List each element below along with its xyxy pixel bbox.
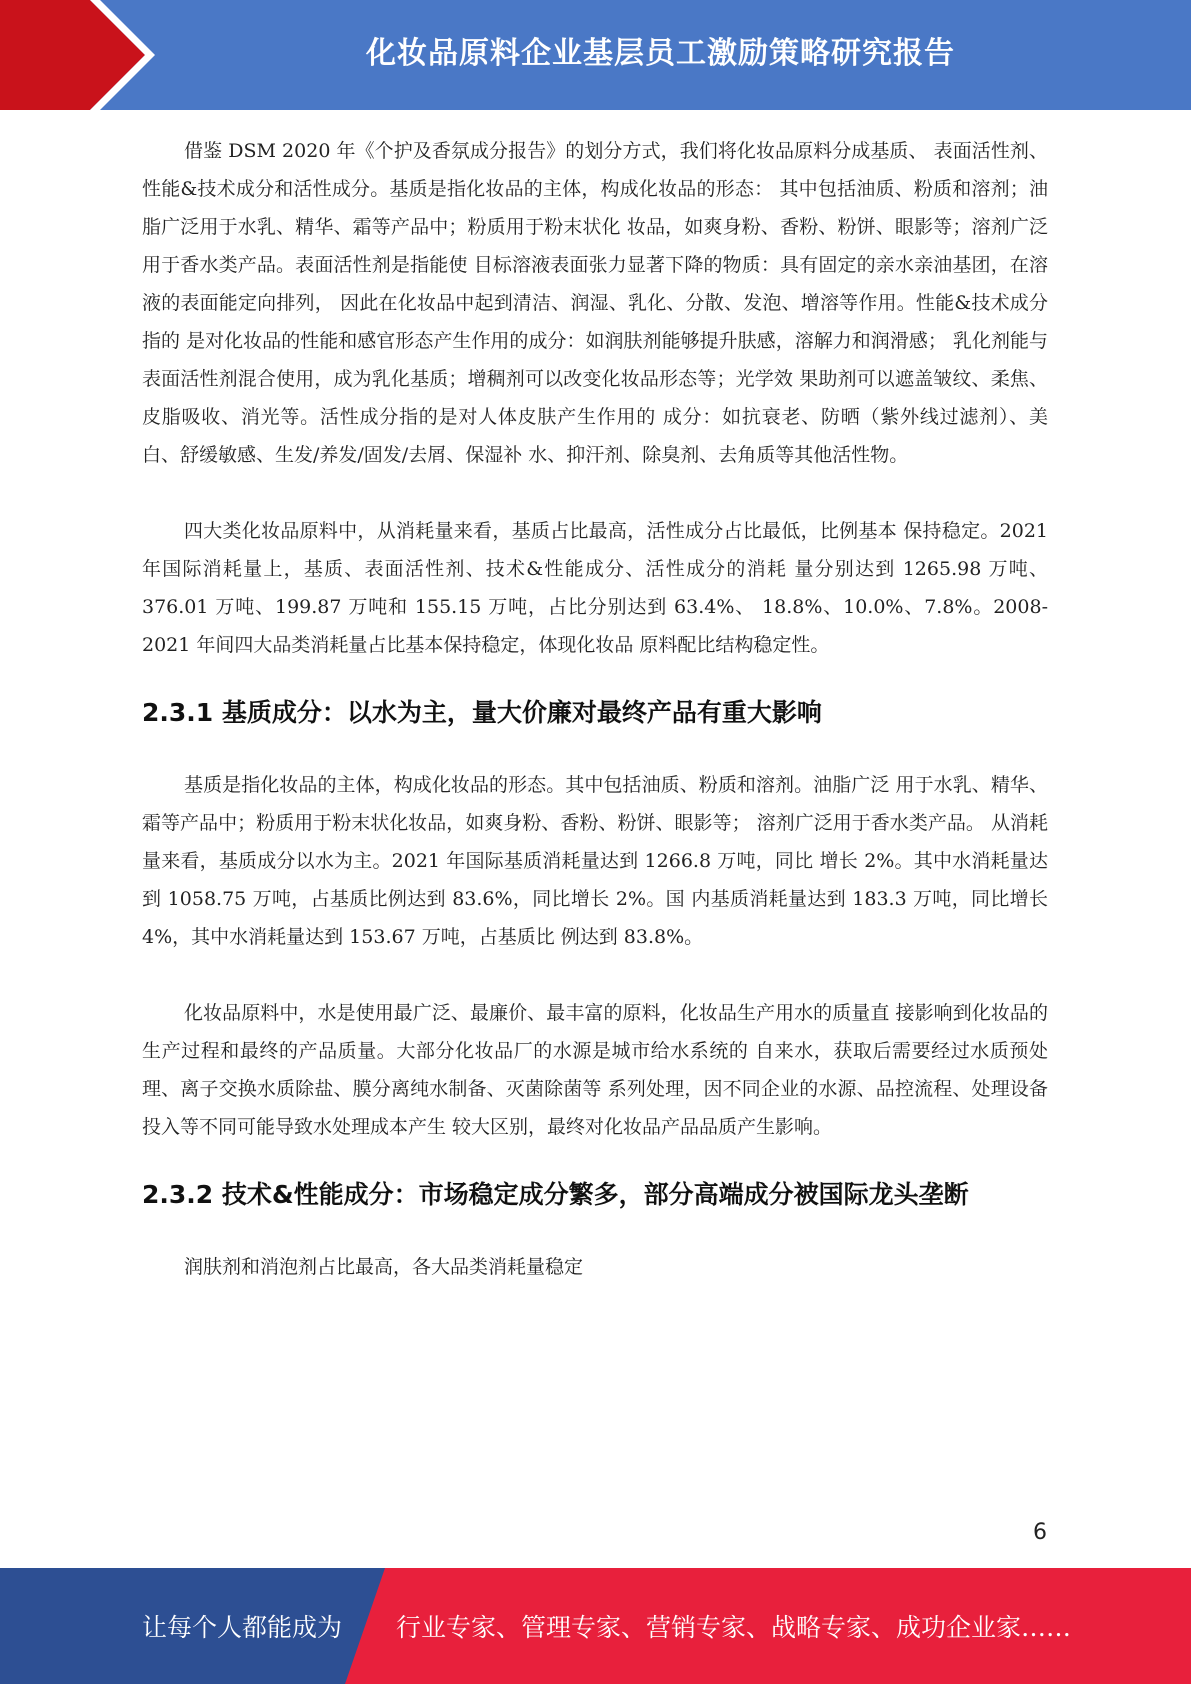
section-heading-2-3-1: 2.3.1 基质成分：以水为主，量大价廉对最终产品有重大影响 [142, 698, 822, 727]
page-number: 6 [1033, 1520, 1047, 1545]
header-red-arrow [0, 0, 145, 110]
paragraph-intro: 借鉴 DSM 2020 年《个护及香氛成分报告》的划分方式，我们将化妆品原料分成基质、 表面活性剂、性能&技术成分和活性成分。基质是指化妆品的主体，构成化妆品的形态： 其中包括油质、粉质和溶剂；油脂广泛用于水乳、精华、霜等产品中；粉质用于粉末状化 妆品，如爽身粉、香粉、粉饼、眼影等；溶剂广泛用于香水类产品。表面活性剂是指能使 目标溶液表面张力显著下降的物质：具有固定的亲水亲油基团，在溶液的表面能定向排列， 因此在化妆品中起到清洁、润湿、乳化、分散、发泡、增溶等作用。性能&技术成分指的 是对化妆品的性能和感官形态产生作用的成分：如润肤剂能够提升肤感，溶解力和润滑感； 乳化剂能与表面活性剂混合使用，成为乳化基质；增稠剂可以改变化妆品形态等；光学效 果助剂可以遮盖皱纹、柔焦、皮脂吸收、消光等。活性成分指的是对人体皮肤产生作用的 成分：如抗衰老、防晒（紫外线过滤剂）、美白、舒缓敏感、生发/养发/固发/去屑、保湿补 水、抑汗剂、除臭剂、去角质等其他活性物。 [142, 140, 1048, 466]
header-title: 化妆品原料企业基层员工激励策略研究报告 [366, 36, 955, 71]
footer-slogan-right: 行业专家、管理专家、营销专家、战略专家、成功企业家…… [396, 1613, 1072, 1642]
paragraph-consumption: 四大类化妆品原料中，从消耗量来看，基质占比最高，活性成分占比最低，比例基本 保持稳定。2021 年国际消耗量上，基质、表面活性剂、技术&性能成分、活性成分的消耗 量分别达到 1265.98 万吨、376.01 万吨、199.87 万吨和 155.15 万吨，占比分别达到 63.4%、 18.8%、10.0%、7.8%。2008-2021 年间四大品类消耗量占比基本保持稳定，体现化妆品 原料配比结构稳定性。 [142, 520, 1048, 656]
page-content [142, 132, 1048, 1286]
footer-slogan-left: 让每个人都能成为 [142, 1613, 343, 1642]
page-header [0, 0, 1191, 110]
section-heading-2-3-2: 2.3.2 技术&性能成分：市场稳定成分繁多，部分高端成分被国际龙头垄断 [142, 1180, 969, 1209]
paragraph-water: 化妆品原料中，水是使用最广泛、最廉价、最丰富的原料，化妆品生产用水的质量直 接影响到化妆品的生产过程和最终的产品质量。大部分化妆品厂的水源是城市给水系统的 自来水，获取后需要经过水质预处理、离子交换水质除盐、膜分离纯水制备、灭菌除菌等 系列处理，因不同企业的水源、品控流程、处理设备投入等不同可能导致水处理成本产生 较大区别，最终对化妆品产品品质产生影响。 [142, 1002, 1048, 1138]
paragraph-emollients: 润肤剂和消泡剂占比最高，各大品类消耗量稳定 [184, 1256, 584, 1278]
page-footer [0, 1568, 1191, 1684]
paragraph-matrix: 基质是指化妆品的主体，构成化妆品的形态。其中包括油质、粉质和溶剂。油脂广泛 用于水乳、精华、霜等产品中；粉质用于粉末状化妆品，如爽身粉、香粉、粉饼、眼影等； 溶剂广泛用于香水类产品。 从消耗量来看，基质成分以水为主。2021 年国际基质消耗量达到 1266.8 万吨，同比 增长 2%。其中水消耗量达到 1058.75 万吨，占基质比例达到 83.6%，同比增长 2%。国 内基质消耗量达到 183.3 万吨，同比增长 4%，其中水消耗量达到 153.67 万吨，占基质比 例达到 83.8%。 [142, 774, 1048, 948]
